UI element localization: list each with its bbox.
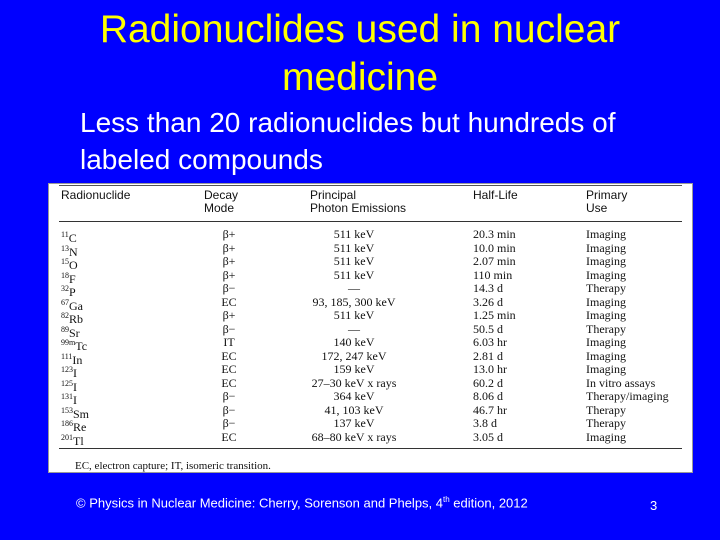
slide-subtitle: Less than 20 radionuclides but hundreds of labeled compounds bbox=[80, 107, 616, 175]
cell-primary-use: Imaging bbox=[586, 254, 626, 268]
mass-number: 131 bbox=[61, 392, 73, 401]
table-row bbox=[49, 294, 692, 313]
cell-photon-emissions: 364 keV bbox=[333, 389, 375, 403]
cell-decay-mode: EC bbox=[221, 362, 237, 376]
credit-prefix: © Physics in Nuclear Medicine: Cherry, Sorenson and Phelps, 4 bbox=[76, 495, 444, 511]
element-symbol: Tl bbox=[73, 433, 84, 448]
table-row bbox=[49, 267, 692, 286]
cell-primary-use: Imaging bbox=[586, 227, 626, 241]
table-row bbox=[49, 227, 692, 245]
cell-half-life: 110 min bbox=[473, 267, 513, 282]
cell-photon-emissions: — bbox=[348, 321, 360, 336]
header-primary-use bbox=[586, 189, 627, 215]
cell-half-life: 13.0 hr bbox=[473, 362, 507, 376]
header-photon-line2: Photon Emissions bbox=[310, 201, 407, 215]
cell-photon-emissions: 511 keV bbox=[333, 240, 375, 255]
cell-half-life: 14.3 d bbox=[473, 281, 503, 295]
cell-decay-mode: β+ bbox=[222, 254, 236, 268]
cell-half-life: 10.0 min bbox=[473, 240, 516, 255]
header-decay-mode bbox=[204, 189, 238, 215]
cell-primary-use: Therapy bbox=[586, 321, 626, 336]
element-symbol: O bbox=[69, 258, 78, 272]
cell-primary-use: Therapy bbox=[586, 416, 626, 430]
cell-photon-emissions: 511 keV bbox=[333, 254, 375, 268]
cell-decay-mode: EC bbox=[221, 294, 237, 309]
element-symbol: I bbox=[73, 379, 77, 394]
cell-half-life: 3.05 d bbox=[473, 429, 503, 444]
cell-half-life: 3.8 d bbox=[473, 416, 497, 430]
slide-title: Radionuclides used in nuclear medicine bbox=[99, 8, 621, 99]
mass-number: 89 bbox=[61, 324, 69, 334]
mass-number: 201 bbox=[61, 432, 73, 442]
radionuclide-table bbox=[48, 183, 693, 473]
mass-number: 82 bbox=[61, 311, 69, 320]
cell-photon-emissions: 172, 247 keV bbox=[321, 348, 387, 363]
cell-decay-mode: β− bbox=[222, 321, 236, 336]
cell-half-life: 46.7 hr bbox=[473, 402, 507, 417]
header-decay-line2: Mode bbox=[204, 201, 235, 215]
cell-decay-mode: β− bbox=[222, 416, 236, 430]
element-symbol: C bbox=[68, 231, 77, 245]
cell-photon-emissions: 511 keV bbox=[333, 308, 375, 322]
cell-photon-emissions: 27–30 keV x rays bbox=[311, 375, 397, 390]
mass-number: 111 bbox=[61, 351, 73, 361]
table-row bbox=[49, 281, 692, 299]
cell-decay-mode: β− bbox=[222, 281, 236, 295]
cell-half-life: 6.03 hr bbox=[473, 335, 507, 349]
cell-photon-emissions: 137 keV bbox=[333, 416, 375, 430]
cell-decay-mode: IT bbox=[223, 335, 235, 349]
table-row bbox=[49, 429, 692, 448]
header-radionuclide: Radionuclide bbox=[61, 188, 131, 202]
table-row bbox=[49, 375, 692, 394]
cell-photon-emissions: 159 keV bbox=[333, 362, 375, 376]
cell-primary-use: Imaging bbox=[586, 335, 626, 349]
element-symbol: P bbox=[69, 285, 76, 299]
element-symbol: Rb bbox=[69, 312, 84, 326]
cell-primary-use: Therapy bbox=[586, 281, 626, 295]
page-number: 3 bbox=[650, 498, 658, 513]
cell-half-life: 2.07 min bbox=[473, 254, 516, 268]
table-row bbox=[49, 335, 692, 353]
table-row bbox=[49, 254, 692, 272]
cell-half-life: 3.26 d bbox=[473, 294, 503, 309]
header-photon-line1: Principal bbox=[310, 188, 357, 202]
cell-decay-mode: β− bbox=[222, 402, 236, 417]
credit-superscript: th bbox=[443, 495, 450, 504]
element-symbol: Sm bbox=[73, 406, 90, 421]
cell-photon-emissions: 511 keV bbox=[333, 227, 375, 241]
element-symbol: F bbox=[69, 271, 76, 286]
element-symbol: Sr bbox=[69, 325, 80, 340]
table-footnote: EC, electron capture; IT, isomeric transition. bbox=[75, 460, 271, 472]
cell-primary-use: Therapy bbox=[586, 402, 626, 417]
citation-credit bbox=[76, 495, 528, 510]
element-symbol: N bbox=[69, 244, 78, 259]
element-symbol: In bbox=[72, 352, 83, 367]
element-symbol: I bbox=[73, 366, 77, 380]
cell-decay-mode: EC bbox=[221, 348, 237, 363]
table-row bbox=[49, 321, 692, 340]
mass-number: 15 bbox=[61, 257, 69, 266]
cell-half-life: 60.2 d bbox=[473, 375, 503, 390]
mass-number: 67 bbox=[61, 297, 69, 307]
table-top-rule bbox=[59, 185, 682, 186]
header-use-line2: Use bbox=[586, 201, 608, 215]
mass-number: 123 bbox=[61, 365, 73, 374]
cell-half-life: 20.3 min bbox=[473, 227, 516, 241]
cell-primary-use: Imaging bbox=[586, 267, 626, 282]
header-decay-line1: Decay bbox=[204, 188, 239, 202]
table-row bbox=[49, 240, 692, 259]
cell-decay-mode: β− bbox=[222, 389, 236, 403]
table-row bbox=[49, 402, 692, 421]
cell-decay-mode: β+ bbox=[222, 267, 236, 282]
header-rule bbox=[59, 221, 682, 222]
table-row bbox=[49, 348, 692, 367]
table-row bbox=[49, 389, 692, 407]
cell-primary-use: Imaging bbox=[586, 294, 626, 309]
cell-decay-mode: β+ bbox=[222, 227, 236, 241]
cell-half-life: 1.25 min bbox=[473, 308, 516, 322]
cell-half-life: 8.06 d bbox=[473, 389, 503, 403]
header-use-line1: Primary bbox=[586, 188, 628, 202]
cell-photon-emissions: 41, 103 keV bbox=[324, 402, 384, 417]
table-row bbox=[49, 308, 692, 326]
cell-primary-use: Imaging bbox=[586, 348, 626, 363]
table-row bbox=[49, 416, 692, 434]
cell-photon-emissions: — bbox=[348, 281, 360, 295]
cell-decay-mode: β+ bbox=[222, 240, 236, 255]
element-symbol: Re bbox=[73, 420, 87, 434]
cell-decay-mode: EC bbox=[221, 375, 237, 390]
cell-photon-emissions: 93, 185, 300 keV bbox=[312, 294, 396, 309]
cell-photon-emissions: 68–80 keV x rays bbox=[311, 429, 397, 444]
mass-number: 32 bbox=[61, 284, 69, 293]
cell-radionuclide bbox=[61, 431, 84, 448]
mass-number: 99m bbox=[61, 338, 76, 347]
mass-number: 18 bbox=[61, 270, 69, 280]
mass-number: 11 bbox=[61, 230, 69, 239]
cell-half-life: 50.5 d bbox=[473, 321, 503, 336]
table-row bbox=[49, 362, 692, 380]
element-symbol: Tc bbox=[75, 339, 88, 353]
cell-primary-use: Imaging bbox=[586, 308, 626, 322]
table-bottom-rule bbox=[59, 448, 682, 449]
mass-number: 153 bbox=[61, 405, 73, 415]
cell-primary-use: Imaging bbox=[586, 429, 626, 444]
header-half-life: Half-Life bbox=[473, 188, 518, 202]
mass-number: 186 bbox=[61, 419, 73, 428]
mass-number: 125 bbox=[61, 378, 73, 388]
credit-suffix: edition, 2012 bbox=[449, 495, 528, 511]
cell-decay-mode: β+ bbox=[222, 308, 236, 322]
mass-number: 13 bbox=[61, 243, 69, 253]
header-photon bbox=[310, 189, 406, 215]
cell-decay-mode: EC bbox=[221, 429, 237, 444]
element-symbol: I bbox=[73, 393, 77, 407]
cell-half-life: 2.81 d bbox=[473, 348, 503, 363]
element-symbol: Ga bbox=[69, 298, 83, 313]
cell-primary-use: Imaging bbox=[586, 362, 626, 376]
cell-primary-use: In vitro assays bbox=[586, 375, 656, 390]
cell-photon-emissions: 140 keV bbox=[333, 335, 375, 349]
cell-primary-use: Therapy/imaging bbox=[586, 389, 669, 403]
cell-photon-emissions: 511 keV bbox=[333, 267, 375, 282]
cell-primary-use: Imaging bbox=[586, 240, 626, 255]
